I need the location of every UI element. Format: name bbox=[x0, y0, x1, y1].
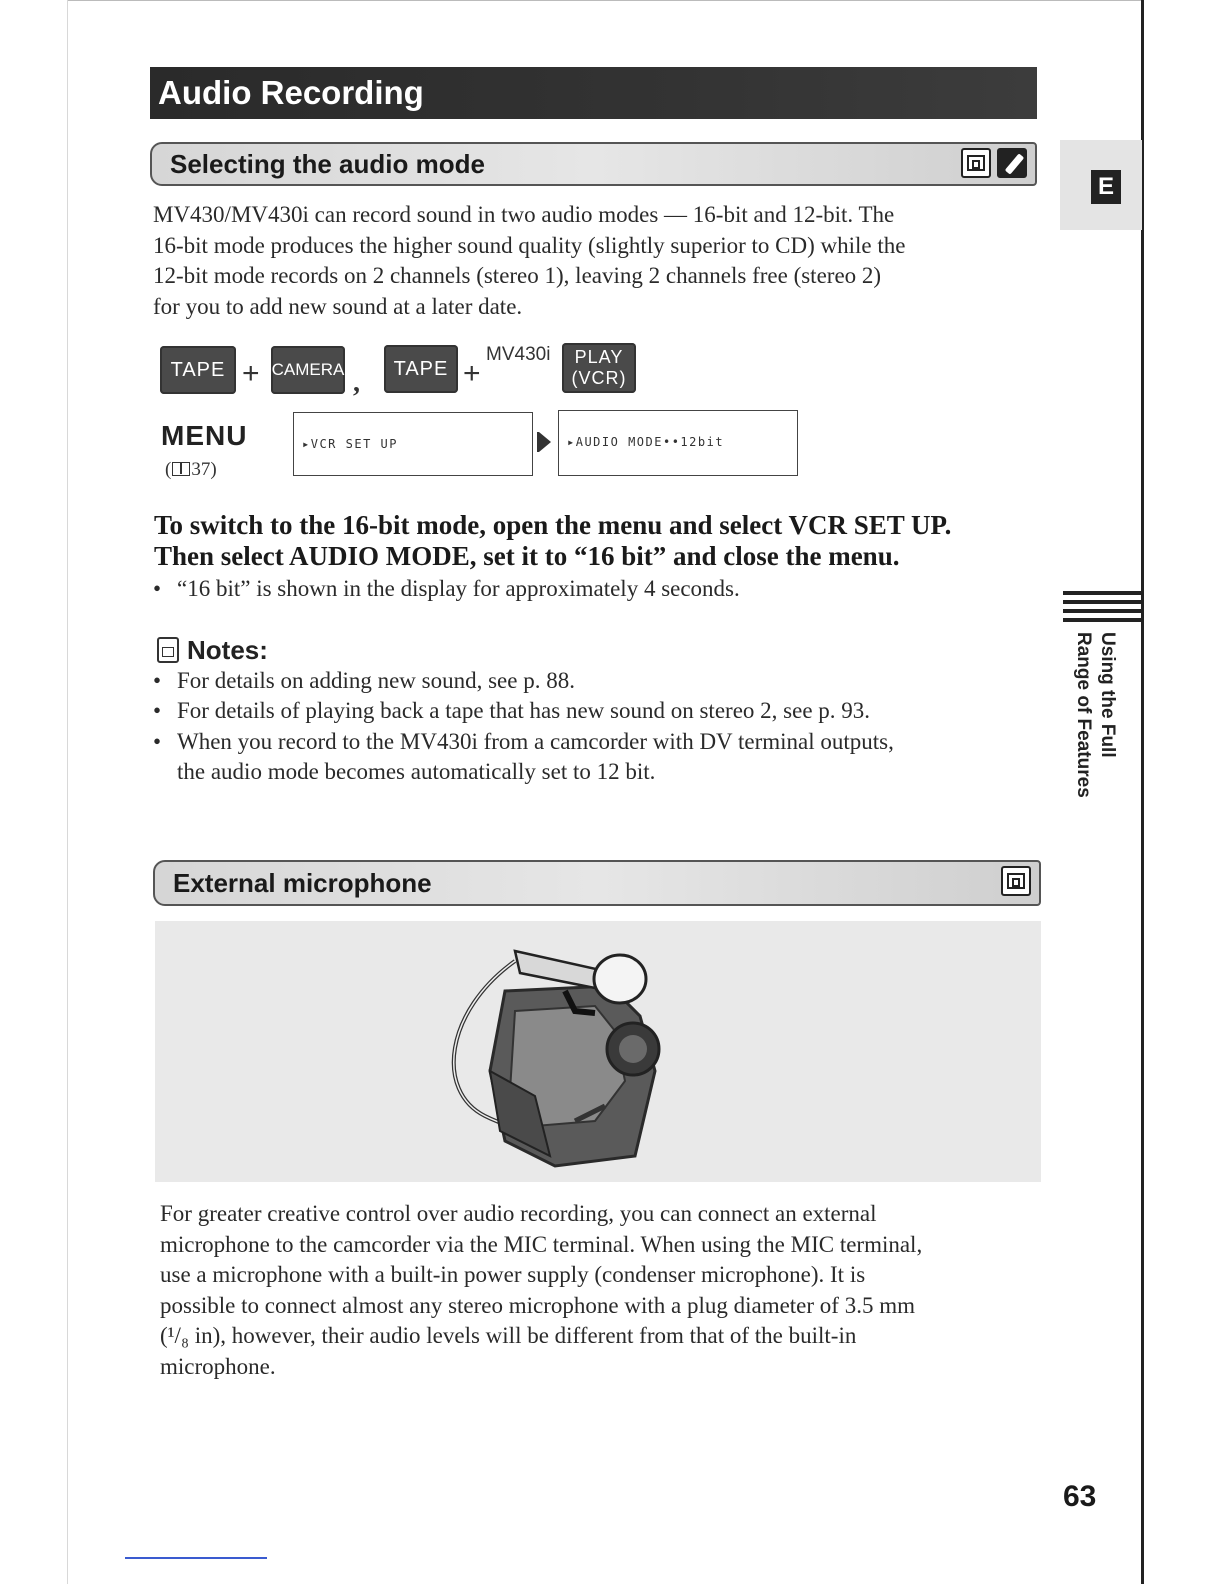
menu-screen-vcr-setup: ▸VCR SET UP bbox=[293, 412, 533, 476]
side-line bbox=[1063, 591, 1142, 595]
instruction-bullet bbox=[153, 576, 740, 602]
intro-paragraph bbox=[153, 200, 1033, 322]
section-icons bbox=[1001, 866, 1031, 896]
side-tab-line2: Range of Features bbox=[1073, 632, 1094, 798]
body-line: use a microphone with a built-in power supply (condenser microphone). It is bbox=[160, 1262, 866, 1287]
note-item bbox=[153, 698, 871, 724]
note-item bbox=[153, 729, 894, 755]
side-line bbox=[1063, 618, 1142, 622]
tape-key-2: TAPE bbox=[384, 345, 458, 393]
comma-separator: , bbox=[353, 367, 360, 398]
body-line: possible to connect almost any stereo microphone with a plug diameter of 3.5 mm bbox=[160, 1292, 915, 1318]
side-tab-chapter bbox=[1066, 632, 1116, 832]
notes-heading bbox=[157, 635, 268, 666]
note-item-continued: the audio mode becomes automatically set to 12 bit. bbox=[177, 759, 656, 784]
intro-line: 16-bit mode produces the higher sound quality (slightly superior to CD) while the bbox=[153, 232, 906, 258]
intro-line: 12-bit mode records on 2 channels (stereo 1), leaving 2 channels free (stereo 2) bbox=[153, 263, 882, 288]
body-line: (¹/₈ in), however, their audio levels will be different from that of the built-in bbox=[160, 1323, 857, 1348]
left-page-edge bbox=[67, 0, 68, 1584]
tape-cassette-icon bbox=[961, 148, 991, 178]
note-text: For details of playing back a tape that has new sound on stereo 2, see p. 93. bbox=[177, 698, 871, 723]
camcorder-illustration bbox=[155, 921, 1041, 1182]
side-line bbox=[1063, 609, 1142, 613]
instruction-line2: Then select AUDIO MODE, set it to “16 bit” and close the menu. bbox=[154, 541, 900, 571]
lens-glass bbox=[619, 1035, 647, 1063]
bullet-dot: • bbox=[153, 576, 162, 601]
right-page-edge bbox=[1141, 0, 1144, 1584]
language-badge: E bbox=[1091, 170, 1121, 204]
section-header-audio-mode bbox=[150, 142, 1037, 186]
notes-icon bbox=[157, 637, 179, 663]
plus-sign-2: + bbox=[463, 357, 481, 390]
intro-line: MV430/MV430i can record sound in two audio modes — 16-bit and 12-bit. The bbox=[153, 202, 895, 227]
top-border bbox=[67, 0, 1142, 1]
ref-open-paren: ( bbox=[165, 459, 172, 480]
model-label: MV430i bbox=[486, 344, 551, 365]
bottom-rule bbox=[125, 1557, 267, 1559]
book-icon bbox=[172, 462, 190, 476]
page-number: 63 bbox=[1063, 1480, 1097, 1513]
remote-control-icon bbox=[997, 148, 1027, 178]
bullet-text: “16 bit” is shown in the display for approximately 4 seconds. bbox=[177, 576, 740, 601]
instruction-line1: To switch to the 16-bit mode, open the menu and select VCR SET UP. bbox=[154, 510, 952, 540]
bullet-dot: • bbox=[153, 668, 162, 693]
next-arrow-icon bbox=[537, 431, 555, 453]
section-title: Selecting the audio mode bbox=[170, 149, 485, 179]
bullet-dot: • bbox=[153, 698, 162, 723]
note-item bbox=[153, 668, 575, 694]
menu-page-reference bbox=[165, 459, 217, 481]
section-icons bbox=[961, 148, 1027, 178]
bullet-dot: • bbox=[153, 729, 162, 754]
tape-key: TAPE bbox=[160, 346, 236, 394]
camera-key: CAMERA bbox=[271, 346, 345, 394]
side-line bbox=[1063, 600, 1142, 604]
body-line: microphone to the camcorder via the MIC terminal. When using the MIC terminal, bbox=[160, 1231, 923, 1257]
note-text: For details on adding new sound, see p. 88. bbox=[177, 668, 575, 693]
menu-label: MENU bbox=[161, 420, 248, 451]
external-mic-paragraph bbox=[160, 1199, 1060, 1382]
tape-cassette-icon bbox=[1001, 866, 1031, 896]
plus-sign: + bbox=[242, 357, 260, 390]
side-tab-lines bbox=[1063, 591, 1142, 627]
body-line: For greater creative control over audio recording, you can connect an external bbox=[160, 1201, 877, 1226]
menu-screen-audio-mode: ▸AUDIO MODE••12bit bbox=[558, 410, 798, 476]
microphone-head bbox=[594, 955, 646, 1003]
ref-page-number: 37) bbox=[191, 459, 217, 480]
play-vcr-key bbox=[562, 343, 636, 393]
body-line: microphone. bbox=[160, 1353, 276, 1379]
side-tab-language bbox=[1060, 140, 1142, 230]
camcorder-microphone-illustration bbox=[155, 921, 1041, 1182]
section-title: External microphone bbox=[173, 868, 432, 898]
notes-heading-text: Notes: bbox=[187, 635, 268, 665]
play-key-line1: PLAY bbox=[574, 347, 624, 367]
note-text: When you record to the MV430i from a camcorder with DV terminal outputs, bbox=[177, 729, 894, 754]
side-tab-line1: Using the Full bbox=[1097, 632, 1118, 758]
play-key-line2: (VCR) bbox=[571, 368, 627, 388]
section-header-external-mic bbox=[153, 860, 1041, 906]
intro-line: for you to add new sound at a later date. bbox=[153, 293, 523, 319]
page-title: Audio Recording bbox=[150, 67, 1037, 119]
